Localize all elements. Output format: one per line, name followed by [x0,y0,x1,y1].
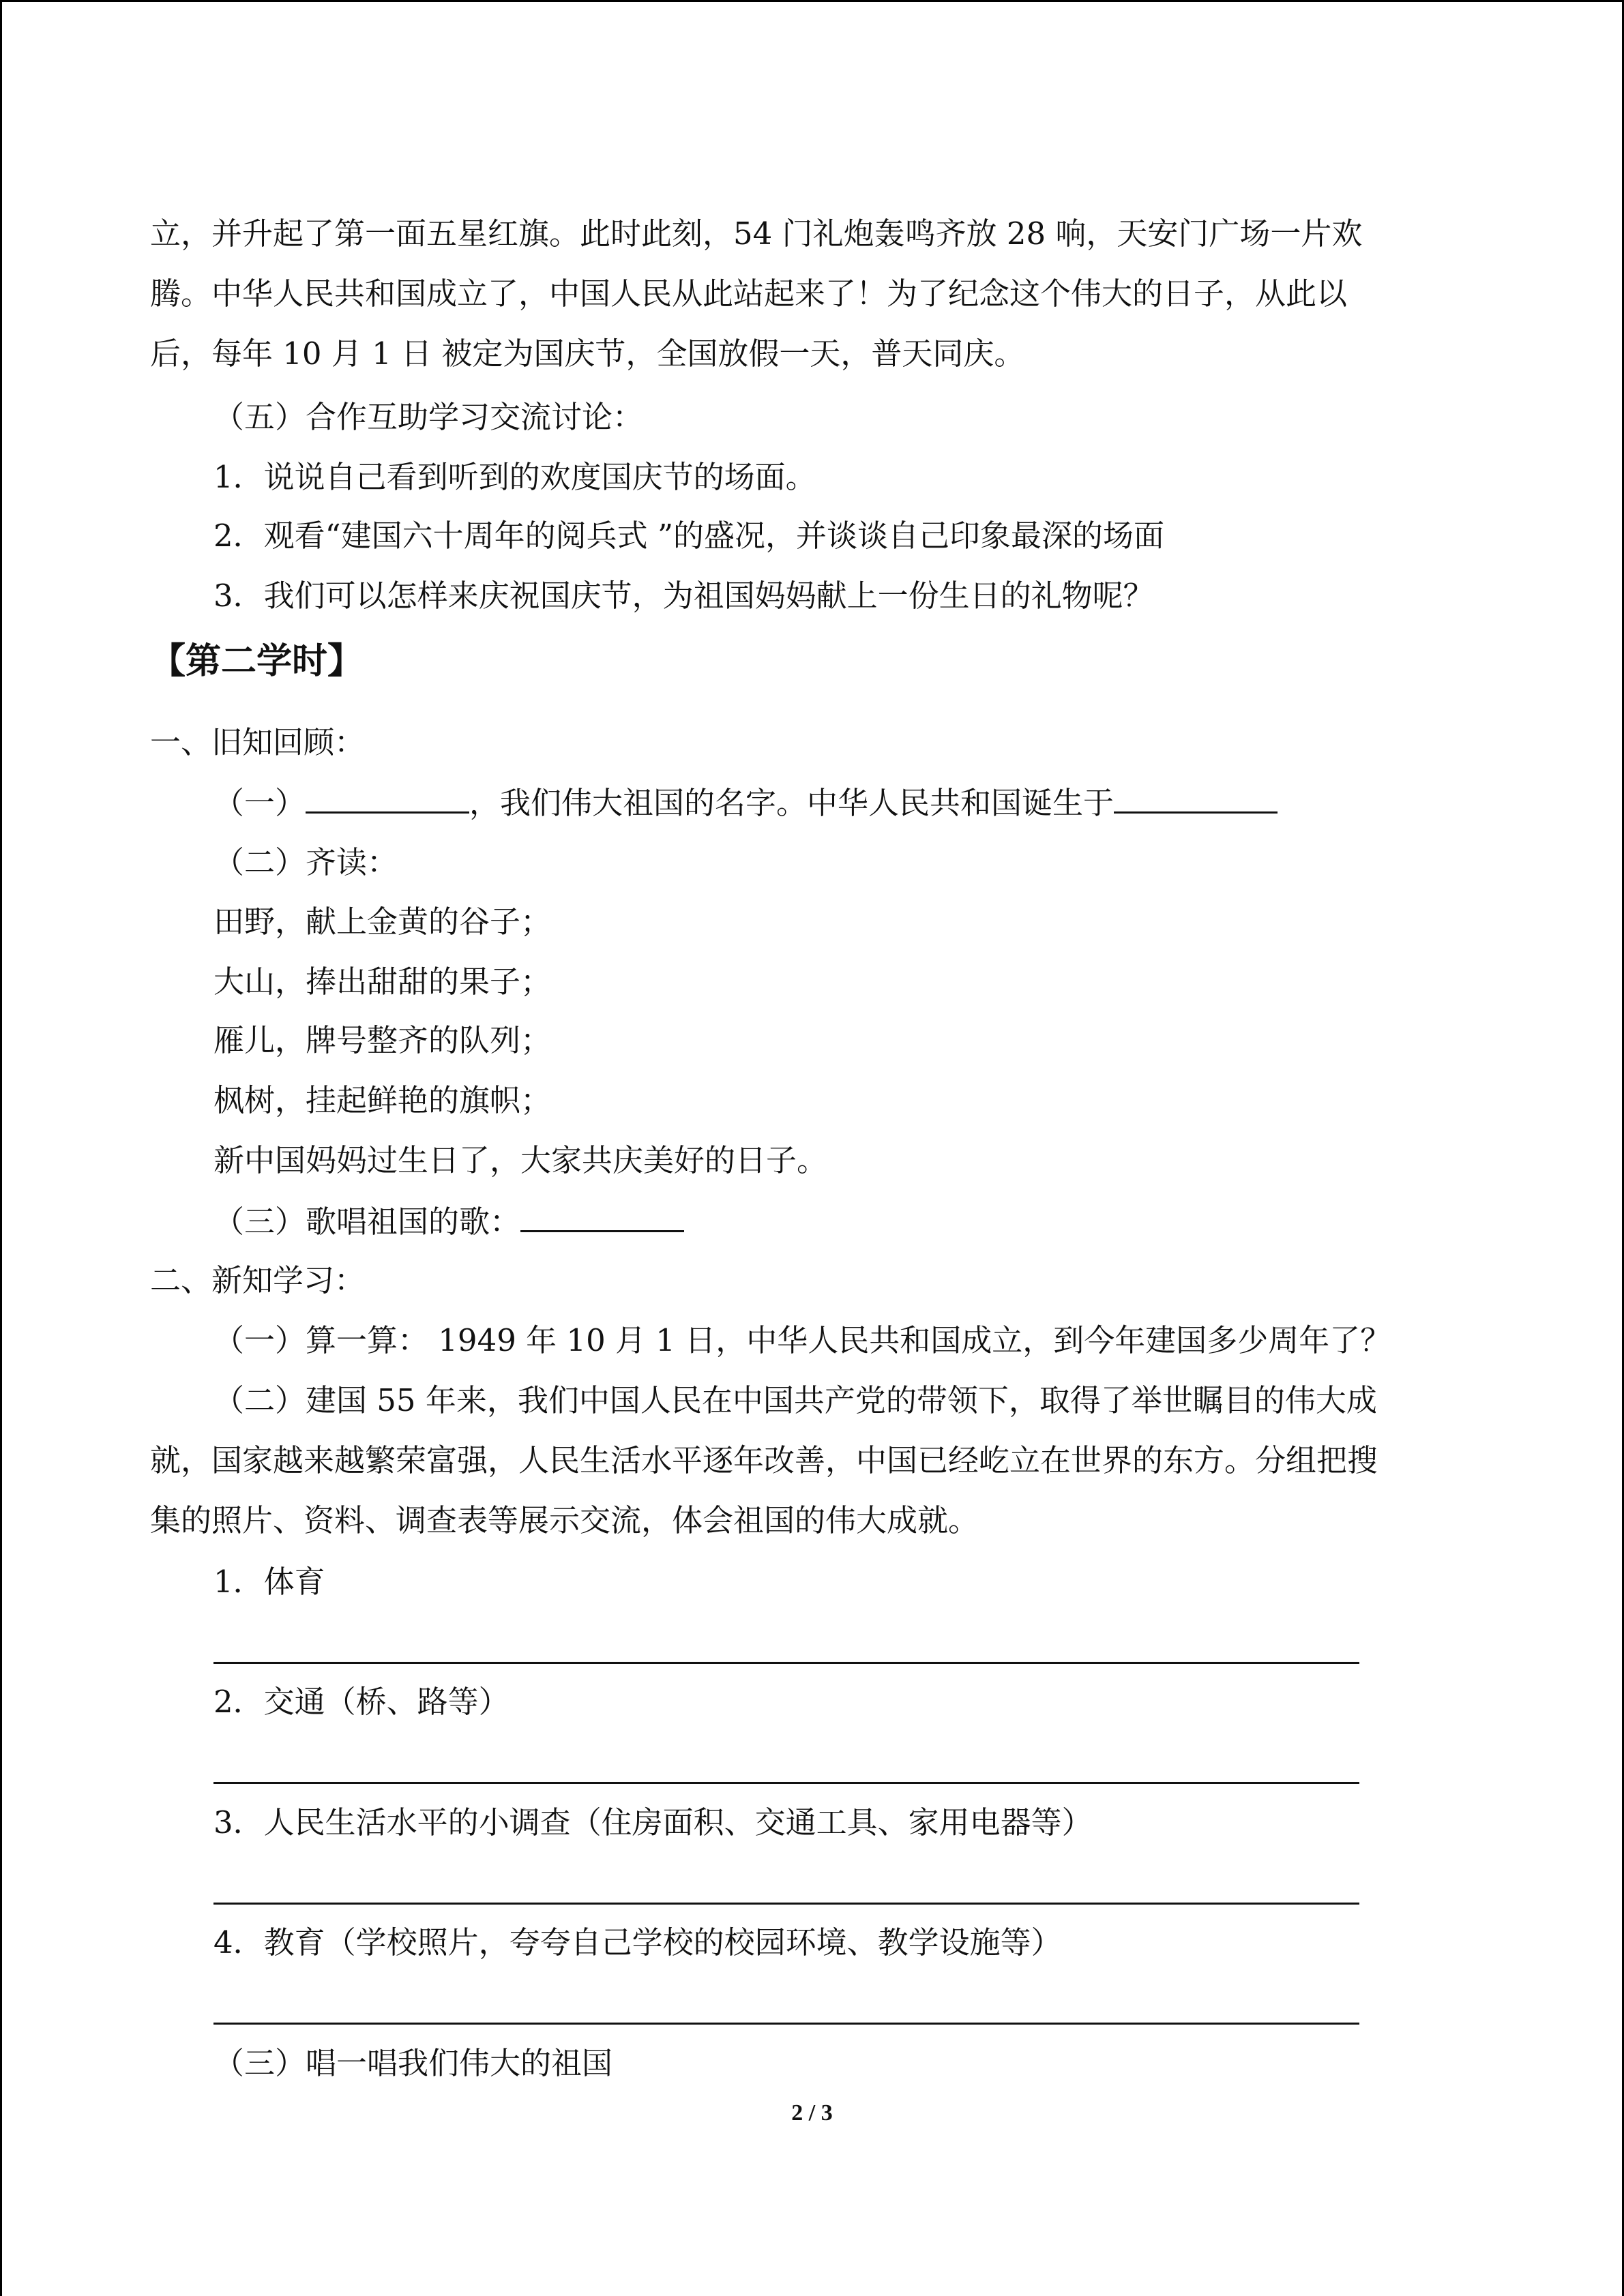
intro-line-2: 腾。中华人民共和国成立了，中国人民从此站起来了！为了纪念这个伟大的日子，从此以 [150,275,1348,312]
topic-living-standard: 3．人民生活水平的小调查（住房面积、交通工具、家用电器等） [213,1804,1093,1840]
new-learning-q2-line-2: 就，国家越来越繁荣富强，人民生活水平逐年改善，中国已经屹立在世界的东方。分组把搜 [150,1442,1378,1478]
answer-line-education[interactable] [213,2023,1359,2025]
discussion-item-3: 3．我们可以怎样来庆祝国庆节，为祖国妈妈献上一份生日的礼物呢？ [213,578,1154,614]
topic-transport: 2．交通（桥、路等） [213,1684,510,1720]
intro-line-1: 立，并升起了第一面五星红旗。此时此刻，54 门礼炮轰鸣齐放 28 响，天安门广场一片欢 [150,215,1363,252]
new-learning-title: 二、新知学习： [150,1262,366,1298]
review-q3 [213,1200,684,1242]
country-name-blank[interactable] [306,781,469,814]
answer-line-living-standard[interactable] [213,1903,1359,1905]
new-learning-q2-line-3: 集的照片、资料、调查表等展示交流，体会祖国的伟大成就。 [150,1502,979,1538]
review-q1 [213,781,1278,824]
founding-date-blank[interactable] [1114,781,1278,814]
discussion-item-2: 2．观看“建国六十周年的阅兵式 ”的盛况，并谈谈自己印象最深的场面 [213,518,1164,554]
answer-line-transport[interactable] [213,1782,1359,1784]
discussion-item-1: 1．说说自己看到听到的欢度国庆节的场面。 [213,459,816,495]
poem-line-3: 雁儿，牌号整齐的队列； [213,1022,552,1058]
review-q1-prefix: （一） [213,785,306,821]
poem-line-1: 田野，献上金黄的谷子； [213,904,552,940]
review-title: 一、旧知回顾： [150,724,366,760]
answer-line-sports[interactable] [213,1662,1359,1664]
song-name-blank[interactable] [520,1200,684,1232]
topic-education: 4．教育（学校照片，夸夸自己学校的校园环境、教学设施等） [213,1924,1062,1960]
intro-line-3: 后，每年 10 月 1 日 被定为国庆节，全国放假一天，普天同庆。 [150,336,1025,372]
discussion-title: （五）合作互助学习交流讨论： [213,399,644,435]
section-title: 【第二学时】 [150,641,364,682]
new-learning-q2-line-1: （二）建国 55 年来，我们中国人民在中国共产党的带领下，取得了举世瞩目的伟大成 [213,1382,1377,1418]
topic-sports: 1．体育 [213,1564,325,1600]
review-q1-middle: ，我们伟大祖国的名字。中华人民共和国诞生于 [469,785,1114,821]
poem-line-2: 大山，捧出甜甜的果子； [213,964,552,1000]
new-learning-q3: （三）唱一唱我们伟大的祖国 [213,2045,613,2081]
poem-line-4: 枫树，挂起鲜艳的旗帜； [213,1082,552,1118]
new-learning-q1: （一）算一算： 1949 年 10 月 1 日，中华人民共和国成立，到今年建国多少周年了？ [213,1322,1391,1358]
page-number: 2 / 3 [791,2100,833,2126]
review-q2-title: （二）齐读： [213,844,398,880]
review-q3-prefix: （三）歌唱祖国的歌： [213,1204,521,1240]
poem-line-5: 新中国妈妈过生日了，大家共庆美好的日子。 [213,1142,828,1178]
